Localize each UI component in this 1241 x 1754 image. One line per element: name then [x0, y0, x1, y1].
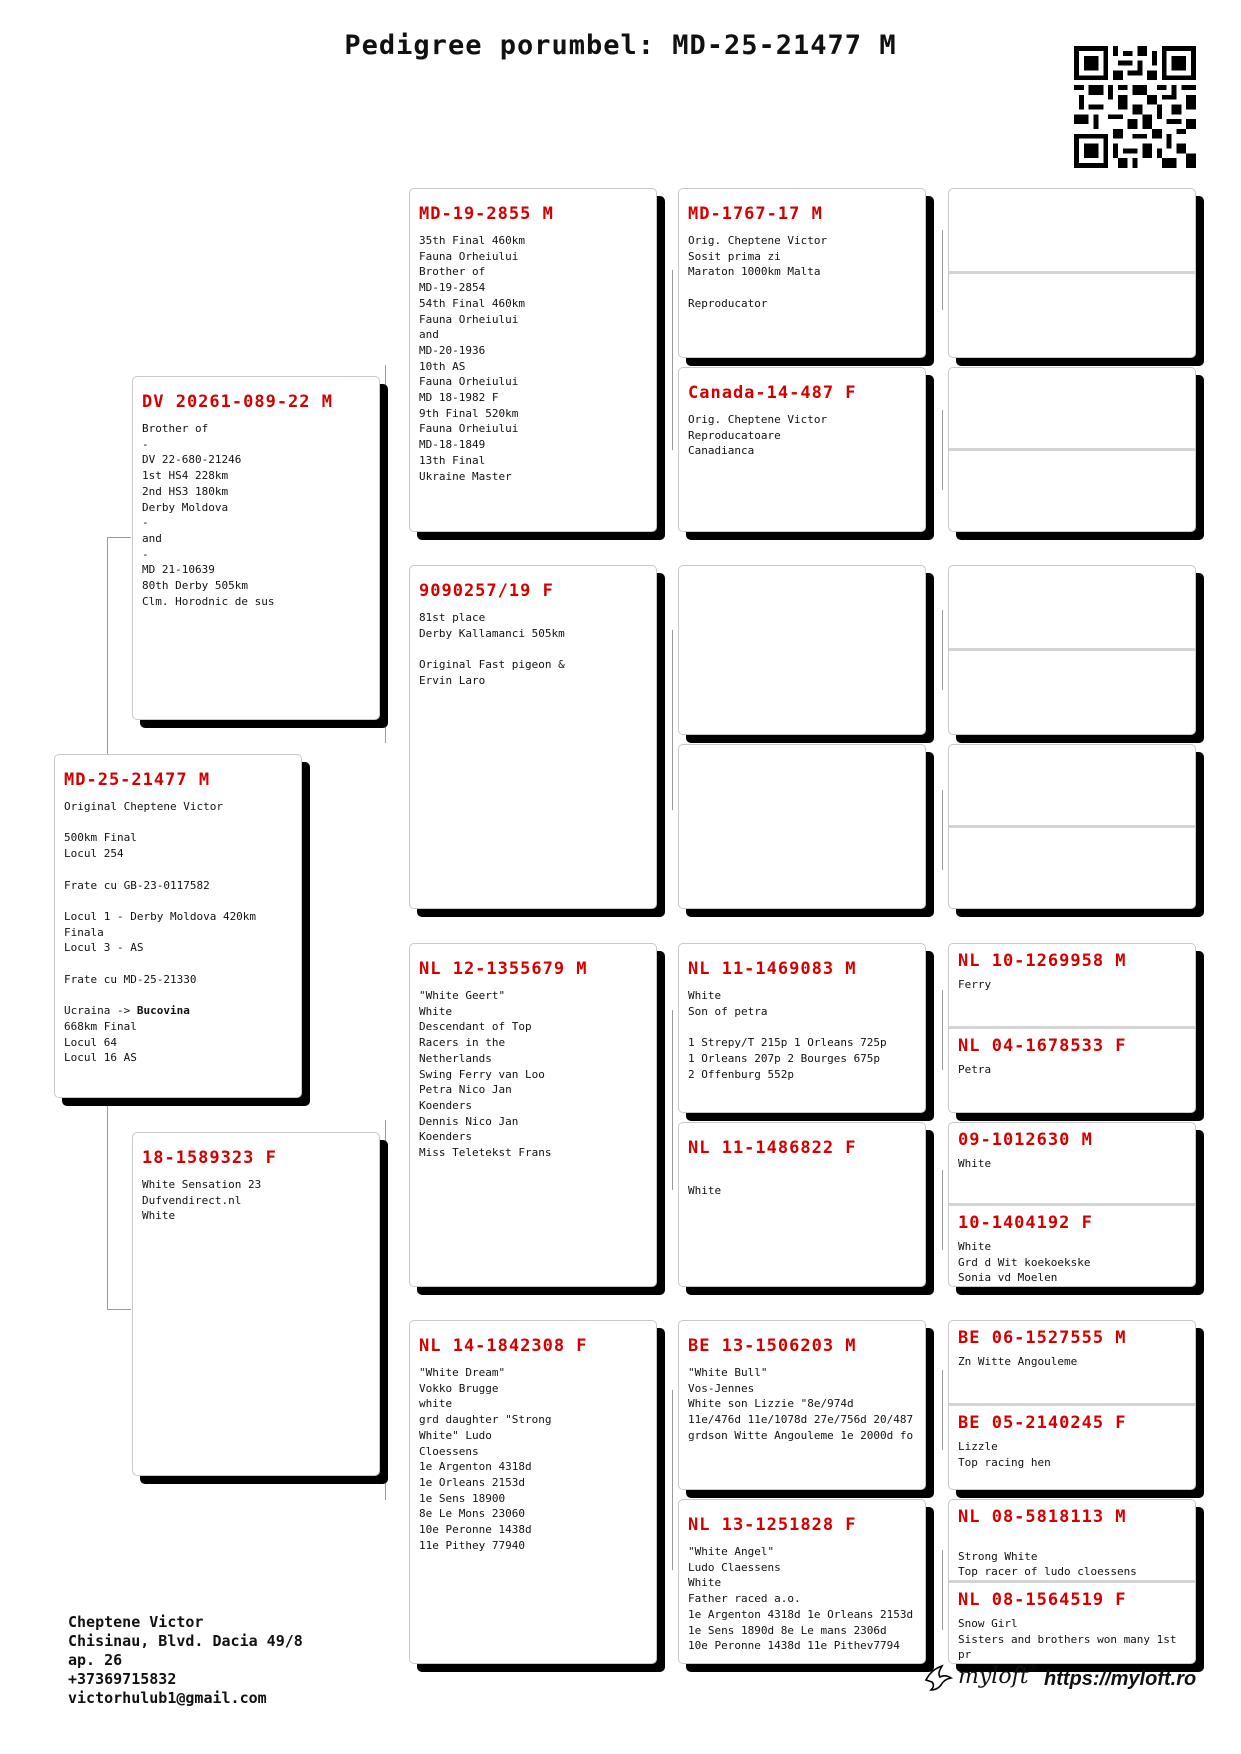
connector-line [385, 1120, 386, 1500]
pigeon-notes: Brother of - DV 22-680-21246 1st HS4 228km 2nd HS3 180km Derby Moldova - and - MD 21-10639 80th Derby 505km Clm. Horodnic de sus [142, 422, 275, 608]
ring-number: NL 14-1842308 F [419, 1336, 588, 1356]
pigeon-card-sire[interactable] [132, 376, 380, 720]
connector-line [942, 1370, 943, 1450]
pigeon-notes: "White Geert" White Descendant of Top Racers in the Netherlands Swing Ferry van Loo Petra Nico Jan Koenders Dennis Nico Jan Koenders Miss Teletekst Frans [419, 989, 552, 1160]
pigeon-notes: White Sensation 23 Dufvendirect.nl White [142, 1178, 262, 1223]
pigeon-card-dam-sire[interactable] [409, 943, 657, 1287]
ring-number: NL 08-5818113 M [958, 1507, 1127, 1527]
connector-line [672, 270, 673, 450]
connector-line [942, 410, 943, 490]
connector-line [672, 1010, 673, 1190]
connector-line [942, 1170, 943, 1250]
pigeon-card-ds-sire[interactable] [948, 943, 1196, 1113]
ring-number: NL 11-1469083 M [688, 959, 857, 979]
pigeon-notes: Original Cheptene Victor 500km Final Locul 254 Frate cu GB-23-0117582 Locul 1 - Derby Moldova 420km Finala Locul 3 - AS Frate cu MD-25-21330 Ucraina -> Bucovina 668km Final Locul 64 Locul 16 AS [64, 800, 257, 1065]
pigeon-notes: 35th Final 460km Fauna Orheiului Brother of MD-19-2854 54th Final 460km Fauna Orheiului and MD-20-1936 10th AS Fauna Orheiului MD 18-1982 F 9th Final 520km Fauna Orheiului MD-18-1849 13th Final Ukraine Master [419, 234, 525, 483]
ring-number: NL 12-1355679 M [419, 959, 588, 979]
pigeon-notes: Petra [958, 1063, 992, 1076]
pigeon-notes: White [958, 1157, 992, 1170]
pigeon-card-dss[interactable] [678, 943, 926, 1113]
owner-email: victorhulub1@gmail.com [68, 1689, 267, 1707]
connector-line [672, 1390, 673, 1570]
pigeon-card-g5-empty[interactable] [948, 367, 1196, 532]
ring-number: BE 13-1506203 M [688, 1336, 857, 1356]
pigeon-notes: Orig. Cheptene Victor Sosit prima zi Maraton 1000km Malta Reproducator [688, 234, 828, 310]
pigeon-card-sire-dam[interactable] [409, 565, 657, 909]
website-link[interactable]: https://myloft.ro [1044, 1668, 1197, 1690]
ring-number: NL 11-1486822 F [688, 1138, 857, 1158]
brand-logo: myloft® [958, 1664, 1038, 1689]
ring-number: NL 10-1269958 M [958, 951, 1127, 971]
pigeon-logo-icon [922, 1662, 954, 1694]
pigeon-notes: White Son of petra 1 Strepy/T 215p 1 Orleans 725p 1 Orleans 207p 2 Bourges 675p 2 Offenburg 552p [688, 989, 887, 1081]
pigeon-card-dds[interactable] [678, 1320, 926, 1490]
ring-number: Canada-14-487 F [688, 383, 857, 403]
pigeon-notes: Snow Girl Sisters and brothers won many 1st pr [958, 1617, 1177, 1662]
pigeon-card-dam-dam[interactable] [409, 1320, 657, 1664]
page-title: Pedigree porumbel: MD-25-21477 M [344, 30, 897, 61]
connector-line [107, 1309, 131, 1310]
pigeon-card-g5-empty[interactable] [948, 565, 1196, 735]
pigeon-card-sss[interactable] [678, 188, 926, 358]
pigeon-card-subject[interactable] [54, 754, 302, 1098]
ring-number: DV 20261-089-22 M [142, 392, 333, 412]
pigeon-card-dam[interactable] [132, 1132, 380, 1476]
pigeon-card-dd-dam[interactable] [948, 1499, 1196, 1664]
owner-contact [68, 1613, 303, 1708]
pigeon-card-dd-sire[interactable] [948, 1320, 1196, 1490]
pigeon-notes: Orig. Cheptene Victor Reproducatoare Canadianca [688, 413, 828, 458]
pigeon-card-ddd[interactable] [678, 1499, 926, 1664]
owner-name: Cheptene Victor [68, 1613, 204, 1631]
pigeon-notes: Zn Witte Angouleme [958, 1355, 1078, 1368]
pigeon-card-dsd[interactable] [678, 1122, 926, 1287]
pigeon-notes: "White Angel" Ludo Claessens White Father raced a.o. 1e Argenton 4318d 1e Orleans 2153d 1e Sens 1890d 8e Le mans 2306d 10e Peronne 1438d 11e Pithev7794 [688, 1545, 914, 1653]
pigeon-card-sire-sire[interactable] [409, 188, 657, 532]
pigeon-card-g5-empty[interactable] [948, 188, 1196, 358]
pigeon-card-ssd[interactable] [678, 367, 926, 532]
pigeon-notes: "White Dream" Vokko Brugge white grd daughter "Strong White" Ludo Cloessens 1e Argenton 4318d 1e Orleans 2153d 1e Sens 18900 8e Le Mons 23060 10e Peronne 1438d 11e Pithey 77940 [419, 1366, 552, 1552]
connector-line [942, 230, 943, 310]
connector-line [672, 630, 673, 810]
connector-line [942, 790, 943, 870]
pigeon-card-sdd-empty[interactable] [678, 744, 926, 909]
owner-apartment: ap. 26 [68, 1651, 123, 1669]
pigeon-card-ds-dam[interactable] [948, 1122, 1196, 1287]
pigeon-notes: Strong White Top racer of ludo cloessens [958, 1549, 1137, 1579]
connector-line [942, 990, 943, 1070]
qr-code-icon [1074, 46, 1196, 168]
pigeon-notes: White [688, 1183, 722, 1197]
connector-line [942, 610, 943, 690]
pigeon-notes: White Grd d Wit koekoekske Sonia vd Moelen [958, 1240, 1091, 1285]
pigeon-notes: Ferry [958, 978, 992, 991]
pigeon-card-g5-empty[interactable] [948, 744, 1196, 909]
ring-number: MD-25-21477 M [64, 770, 211, 790]
ring-number: NL 08-1564519 F [958, 1590, 1127, 1610]
ring-number: MD-1767-17 M [688, 204, 823, 224]
owner-phone: +37369715832 [68, 1670, 177, 1688]
pigeon-notes: 81st place Derby Kallamanci 505km Original Fast pigeon & Ervin Laro [419, 611, 565, 687]
ring-number: NL 13-1251828 F [688, 1515, 857, 1535]
ring-number: NL 04-1678533 F [958, 1036, 1127, 1056]
pigeon-notes: "White Bull" Vos-Jennes White son Lizzie "8e/974d 11e/476d 11e/1078d 27e/756d 20/487 grdson Witte Angouleme 1e 2000d fo [688, 1366, 914, 1442]
owner-address: Chisinau, Blvd. Dacia 49/8 [68, 1632, 303, 1650]
connector-line [942, 1550, 943, 1630]
ring-number: 9090257/19 F [419, 581, 554, 601]
ring-number: BE 06-1527555 M [958, 1328, 1127, 1348]
pigeon-card-sds-empty[interactable] [678, 565, 926, 735]
connector-line [385, 365, 386, 743]
ring-number: 09-1012630 M [958, 1130, 1093, 1150]
ring-number: 10-1404192 F [958, 1213, 1093, 1233]
ring-number: BE 05-2140245 F [958, 1413, 1127, 1433]
ring-number: MD-19-2855 M [419, 204, 554, 224]
connector-line [107, 537, 131, 538]
pigeon-notes: Lizzle Top racing hen [958, 1440, 1051, 1469]
ring-number: 18-1589323 F [142, 1148, 277, 1168]
